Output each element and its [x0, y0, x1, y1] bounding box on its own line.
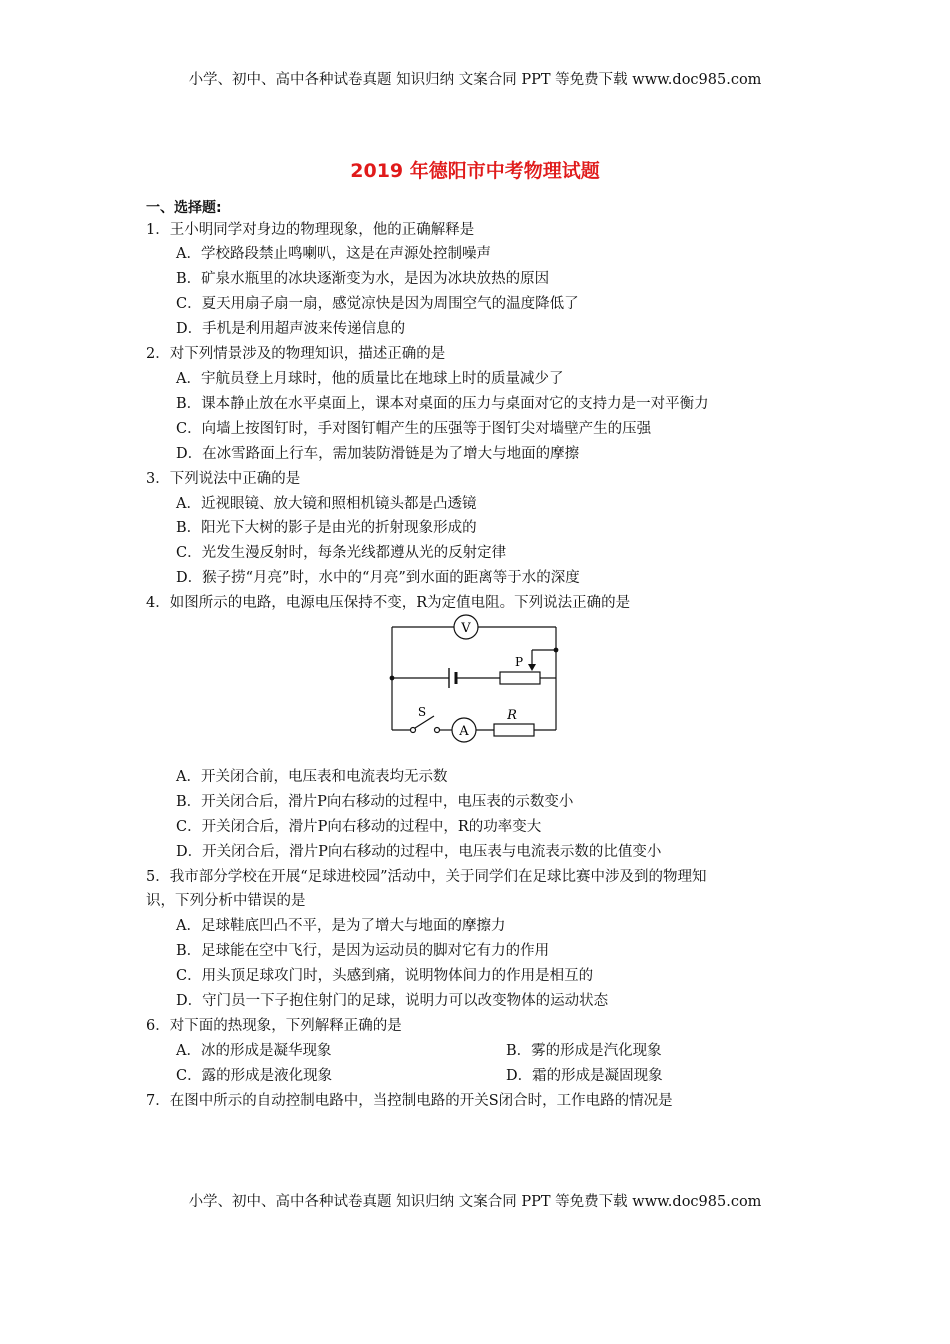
question-2-stem: 2．对下列情景涉及的物理知识，描述正确的是 — [146, 346, 446, 362]
question-5-option-c: C．用头顶足球攻门时，头感到痛，说明物体间力的作用是相互的 — [176, 968, 594, 984]
junction-right-dot — [554, 648, 559, 653]
question-3-stem: 3．下列说法中正确的是 — [146, 471, 301, 487]
switch-contact-left — [411, 728, 416, 733]
question-7-stem: 7．在图中所示的自动控制电路中，当控制电路的开关S闭合时，工作电路的情况是 — [146, 1093, 673, 1109]
question-1-option-d: D．手机是利用超声波来传递信息的 — [176, 321, 406, 337]
question-3-option-c: C．光发生漫反射时，每条光线都遵从光的反射定律 — [176, 545, 507, 561]
question-3-option-d: D．猴子捞“月亮”时，水中的“月亮”到水面的距离等于水的深度 — [176, 570, 580, 586]
question-1-option-a: A．学校路段禁止鸣喇叭，这是在声源处控制噪声 — [176, 246, 491, 262]
rheostat-icon — [500, 672, 540, 684]
question-4-option-c: C．开关闭合后，滑片P向右移动的过程中，R的功率变大 — [176, 819, 542, 835]
question-2-option-a: A．宇航员登上月球时，他的质量比在地球上时的质量减少了 — [176, 371, 564, 387]
resistor-label: R — [507, 708, 517, 723]
page-title: 2019 年德阳市中考物理试题 — [350, 160, 600, 182]
question-5-stem-continued: 识，下列分析中错误的是 — [146, 893, 306, 909]
question-5-stem: 5．我市部分学校在开展“足球进校园”活动中，关于同学们在足球比赛中涉及到的物理知 — [146, 869, 707, 885]
ammeter-label: A — [459, 724, 469, 739]
question-4-option-b: B．开关闭合后，滑片P向右移动的过程中，电压表的示数变小 — [176, 794, 574, 810]
question-1-option-c: C．夏天用扇子扇一扇，感觉凉快是因为周围空气的温度降低了 — [176, 296, 579, 312]
question-3-option-b: B．阳光下大树的影子是由光的折射现象形成的 — [176, 520, 477, 536]
question-6-option-c: C．露的形成是液化现象 — [176, 1068, 333, 1084]
question-4-stem: 4．如图所示的电路，电源电压保持不变，R为定值电阻。下列说法正确的是 — [146, 595, 631, 611]
slider-arrow-icon — [528, 664, 536, 671]
voltmeter-label: V — [461, 621, 471, 636]
question-6-option-d: D．霜的形成是凝固现象 — [506, 1068, 663, 1084]
question-1-option-b: B．矿泉水瓶里的冰块逐渐变为水，是因为冰块放热的原因 — [176, 271, 550, 287]
page-header: 小学、初中、高中各种试卷真题 知识归纳 文案合同 PPT 等免费下载 www.doc985.com — [188, 72, 762, 88]
question-2-option-c: C．向墙上按图钉时，手对图钉帽产生的压强等于图钉尖对墙壁产生的压强 — [176, 421, 652, 437]
switch-label: S — [417, 705, 427, 719]
question-2-option-b: B．课本静止放在水平桌面上，课本对桌面的压力与桌面对它的支持力是一对平衡力 — [176, 396, 709, 412]
question-5-option-b: B．足球能在空中飞行，是因为运动员的脚对它有力的作用 — [176, 943, 550, 959]
question-6-stem: 6．对下面的热现象，下列解释正确的是 — [146, 1018, 402, 1034]
question-1-stem: 1．王小明同学对身边的物理现象，他的正确解释是 — [146, 222, 475, 238]
junction-left-dot — [390, 676, 395, 681]
question-3-option-a: A．近视眼镜、放大镜和照相机镜头都是凸透镜 — [176, 496, 477, 512]
page-footer: 小学、初中、高中各种试卷真题 知识归纳 文案合同 PPT 等免费下载 www.doc985.com — [188, 1194, 762, 1210]
switch-contact-right — [435, 728, 440, 733]
question-4-option-d: D．开关闭合后，滑片P向右移动的过程中，电压表与电流表示数的比值变小 — [176, 844, 662, 860]
question-6-option-b: B．雾的形成是汽化现象 — [506, 1043, 662, 1059]
slider-label: P — [514, 655, 524, 669]
resistor-icon — [494, 724, 534, 736]
question-5-option-d: D．守门员一下子抱住射门的足球，说明力可以改变物体的运动状态 — [176, 993, 609, 1009]
question-4-option-a: A．开关闭合前，电压表和电流表均无示数 — [176, 769, 448, 785]
question-5-option-a: A．足球鞋底凹凸不平，是为了增大与地面的摩擦力 — [176, 918, 506, 934]
question-2-option-d: D．在冰雪路面上行车，需加装防滑链是为了增大与地面的摩擦 — [176, 446, 580, 462]
question-6-option-a: A．冰的形成是凝华现象 — [176, 1043, 332, 1059]
circuit-diagram — [384, 612, 564, 744]
section-heading: 一、选择题: — [146, 200, 222, 216]
